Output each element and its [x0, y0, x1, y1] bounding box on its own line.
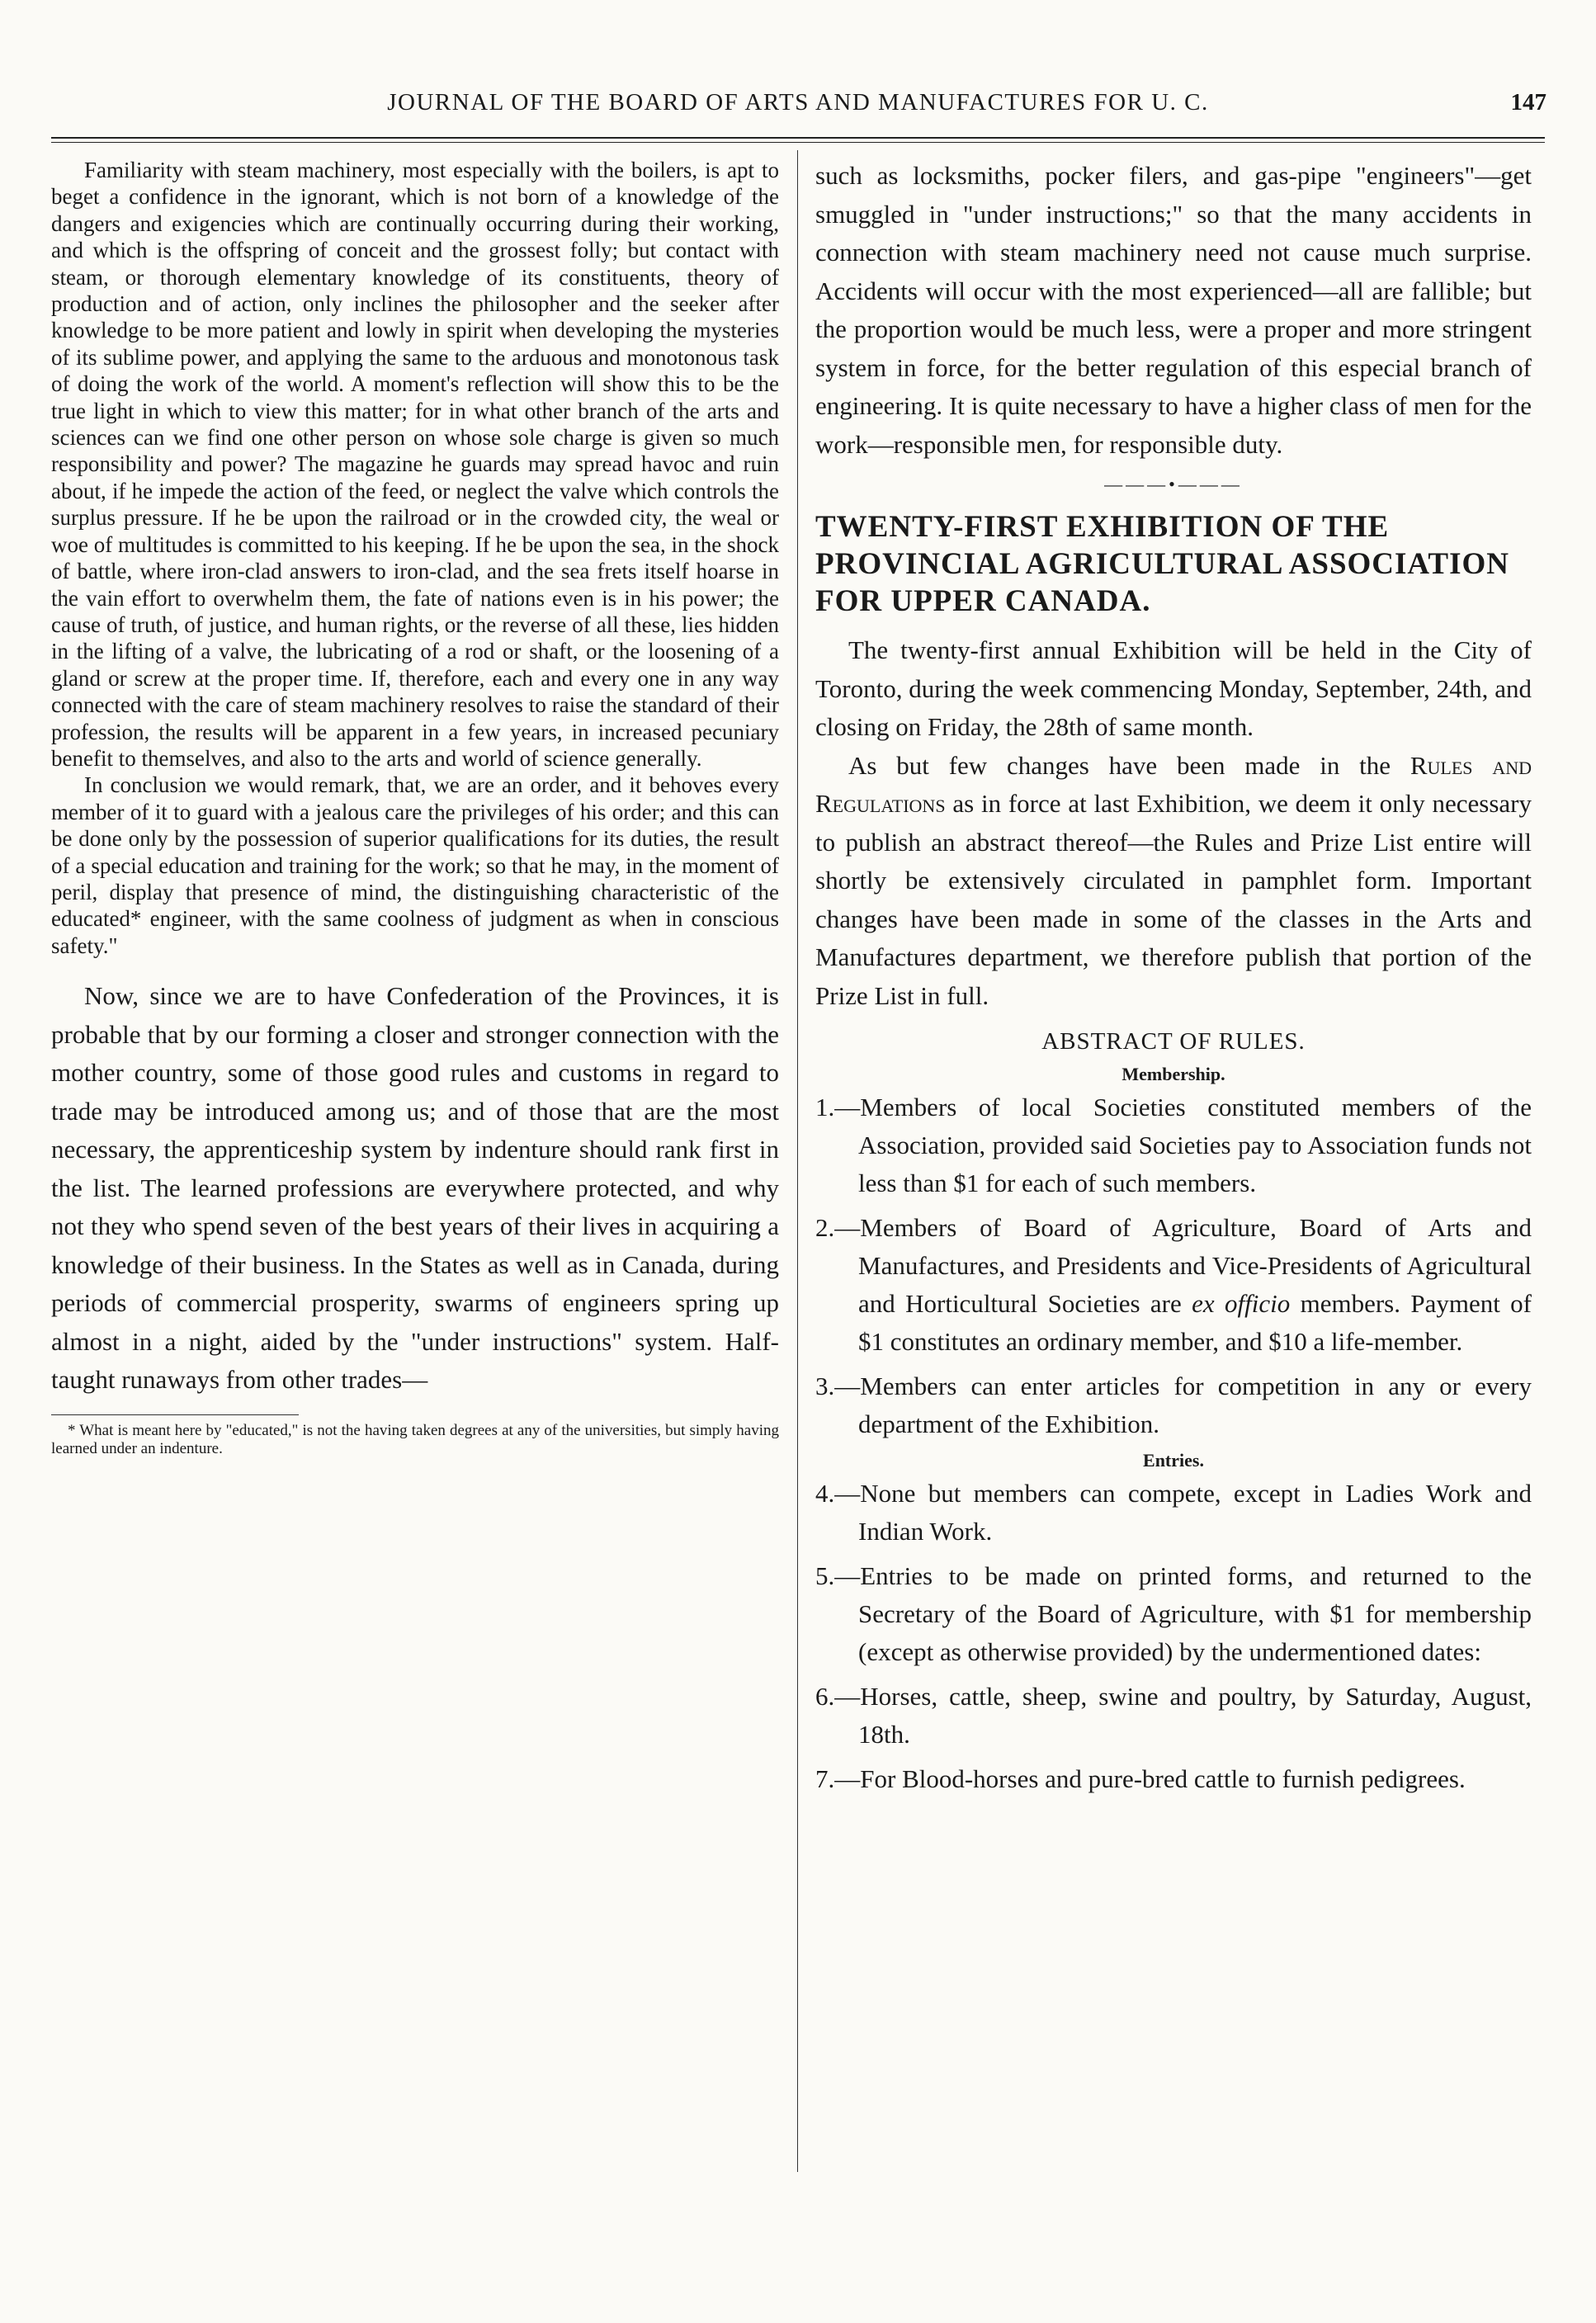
paragraph: Familiarity with steam machinery, most especially with the boilers, is apt to beget a confidence in the ignorant, which is not born of a knowledge of the dangers and exigencies which are continually occurring during their working, and which is the offspring of conceit and the grossest folly; but contact with steam, or thorough elementary knowledge of its constituents, theory of production and of action, only inclines the philosopher and the seeker after knowledge to be more patient and lowly in spirit when developing the mysteries of its sublime power, and applying the same to the arduous and monotonous task of doing the work of the world. A moment's reflection will show this to be the true light in which to view this matter; for in what other branch of the arts and sciences can we find one other person on whose sole charge is given so much responsibility and power? The magazine he guards may spread havoc and ruin about, if he impede the action of the feed, or neglect the valve which controls the surplus pressure. If he be upon the railroad or in the crowded city, the weal or woe of multitudes is committed to his keeping. If he be upon the sea, in the shock of battle, where iron-clad answers to iron-clad, and the sea frets itself hoarse in the vain effort to overwhelm them, the fate of nations even is in his power; the cause of truth, of justice, and human rights, or the reverse of all these, lies hidden in the lifting of a valve, the lubricating of a rod or shaft, or the loosening of a gland or screw at the proper time. If, therefore, each and every one in any way connected with the care of steam machinery resolves to raise the standard of their profession, the results will be apparent in a few years, in increased pecuniary benefit to themselves, and also to the arts and world of science generally. [51, 158, 779, 771]
paragraph: In conclusion we would remark, that, we are an order, and it behoves every member of it to guard with a jealous care the privileges of his order; and this can be done only by the possession of superior qualifications for its duties, the result of a special education and training for the work; so that he may, in the moment of peril, display that presence of mind, the distinguishing characteristic of the educated* engineer, with the same coolness of judgment as when in conscious safety." [51, 772, 779, 958]
column-divider [797, 150, 798, 2172]
text-run: 2.—Members of Board of Agriculture, Board of Arts and Manufactures, and Presidents and Vice-Presidents of Agricultural and Horticultural Societies are [815, 1213, 1532, 1318]
rule-item [815, 1209, 1532, 1361]
page-header [50, 89, 1546, 129]
header-rule-thin [51, 142, 1545, 143]
paragraph: The twenty-first annual Exhibition will be held in the City of Toronto, during the week commencing Monday, September, 24th, and closing on Friday, the 28th of same month. [815, 635, 1532, 741]
rule-item: 4.—None but members can compete, except in Ladies Work and Indian Work. [815, 1479, 1532, 1546]
abstract-heading: ABSTRACT OF RULES. [1041, 1028, 1306, 1055]
rule-item: 3.—Members can enter articles for competition in any or every department of the Exhibition. [815, 1372, 1532, 1438]
page-number: 147 [1510, 89, 1546, 116]
rule-item: 5.—Entries to be made on printed forms, and returned to the Secretary of the Board of Agriculture, with $1 for membership (except as otherwise provided) by the undermentioned dates: [815, 1561, 1532, 1666]
paragraph [815, 747, 1532, 1016]
entries-heading: Entries. [1143, 1450, 1204, 1471]
text-run: As but few changes have been made in the [848, 750, 1410, 780]
small-caps-text: Rules and Regulations [815, 750, 1532, 818]
header-rule [51, 137, 1545, 139]
paragraph: such as locksmiths, pocker filers, and gas-pipe "engineers"—get smuggled in "under instructions;" so that the many accidents in connection with steam machinery need not cause much surprise. Accidents will occur with the most experienced—all are fallible; but the proportion would be much less, were a proper and more stringent system in force, for the better regulation of this especial branch of engineering. It is quite necessary to have a higher class of men for the work—responsible men, for responsible duty. [815, 161, 1532, 459]
rule-item: 6.—Horses, cattle, sheep, swine and poultry, by Saturday, August, 18th. [815, 1682, 1532, 1749]
section-divider: ———•——— [1104, 474, 1243, 494]
section-title: TWENTY-FIRST EXHIBITION OF THE PROVINCIAL AGRICULTURAL ASSOCIATION FOR UPPER CANADA. [815, 510, 1509, 618]
rule-item: 7.—For Blood-horses and pure-bred cattle to furnish pedigrees. [815, 1764, 1466, 1793]
right-column [815, 157, 1532, 1805]
text-run: as in force at last Exhibition, we deem it only necessary to publish an abstract thereof—the Rules and Prize List entire will shortly be extensively circulated in pamphlet form. Important changes have been made in some of the classes in the Arts and Manufactures department, we therefore publish that portion of the Prize List in full. [815, 789, 1532, 1010]
text-run: members. Payment of $1 constitutes an ordinary member, and $10 a life-member. [858, 1289, 1532, 1356]
running-title: JOURNAL OF THE BOARD OF ARTS AND MANUFACTURES FOR U. C. [387, 89, 1209, 116]
italic-text: ex officio [1192, 1289, 1291, 1318]
membership-heading: Membership. [1121, 1064, 1225, 1084]
left-column [51, 157, 779, 1458]
footnote-rule [51, 1414, 299, 1415]
paragraph: Now, since we are to have Confederation of the Provinces, it is probable that by our forming a closer and stronger connection with the mother country, some of those good rules and customs in regard to trade may be introduced among us; and of those that are the most necessary, the apprenticeship system by indenture should rank first in the list. The learned professions are everywhere protected, and why not they who spend seven of the best years of their lives in acquiring a knowledge of their business. In the States as well as in Canada, during periods of commercial prosperity, swarms of engineers spring up almost in a night, aided by the "under instructions" system. Half-taught runaways from other trades— [51, 981, 779, 1395]
rule-item: 1.—Members of local Societies constituted members of the Association, provided said Societies pay to Association funds not less than $1 for each of such members. [815, 1093, 1532, 1197]
footnote: * What is meant here by "educated," is not the having taken degrees at any of the universities, but simply having learned under an indenture. [51, 1421, 779, 1457]
